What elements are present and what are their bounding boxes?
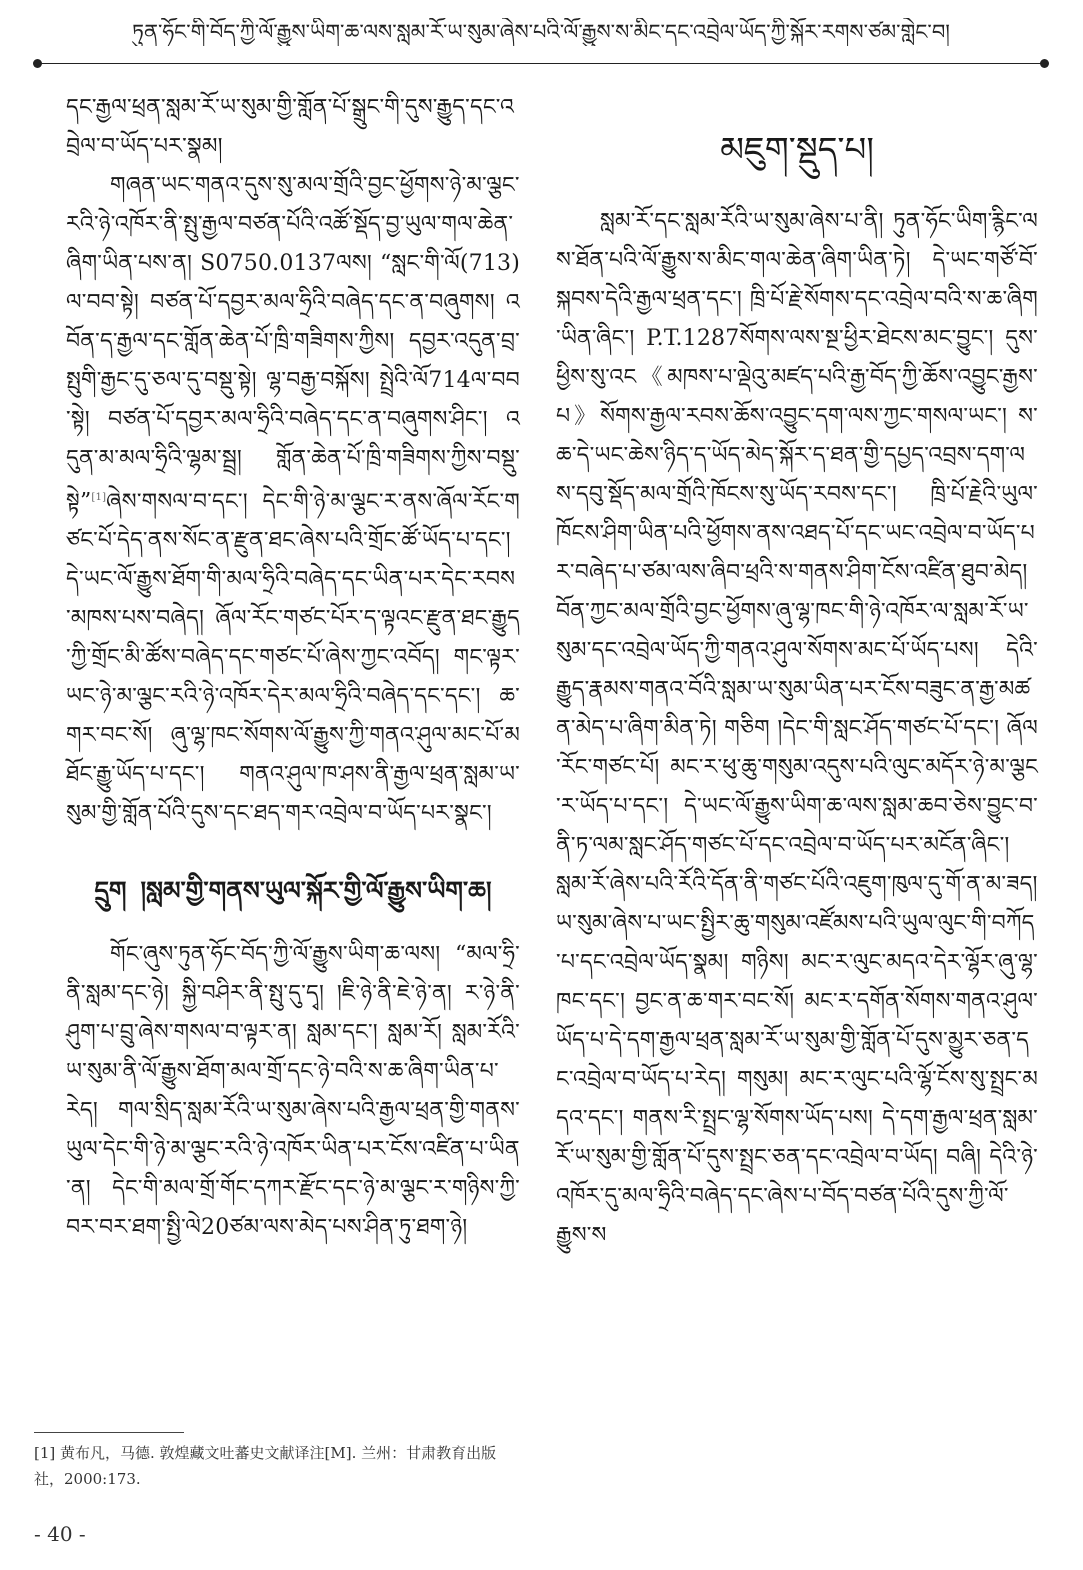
footnote-rule [34,1432,184,1433]
left-paragraph-2-b: ཞེས་གསལ་བ་དང་། དེང་གི་ཉེ་མ་ལྕང་ར་ནས་ཞོལ་རོང་གཙང་པོ་དེད་ནས་སོང་ན་རྫུན་ཐང་ཞེས་པའི་གྲོང་ཚོ་ཡོད་པ་དང་། དེ་ཡང་ལོ་རྒྱུས་ཐོག་གི་མལ་ཧྲིའི་བཞེད་དང་ཡིན་པར་དེང་རབས་མཁས་པས་བཞེད། ཞོལ་རོང་གཙང་པོར་ད་ལྟའང་རྫུན་ཐང་རྒྱུད་ཀྱི་གྲོང་མི་ཚོས་བཞེད་དང་གཙང་པོ་ཞེས་ཀྱང་འབོད། གང་ལྟར་ཡང་ཉེ་མ་ལྕང་རའི་ཉེ་འཁོར་དེར་མལ་ཧྲིའི་བཞེད་དང་དང་། ཆ་གར་བང་སོ། ཞུ་ལྷ་ཁང་སོགས་ལོ་རྒྱུས་ཀྱི་གནའ་ཤུལ་མང་པོ་མཐོང་རྒྱུ་ཡོད་པ་དང་། གནའ་ཤུལ་ཁ་ཤས་ནི་རྒྱལ་ཕྲན་སླམ་ཡ་སུམ་གྱི་གློན་པོའི་དུས་དང་ཐད་གར་འབྲེལ་བ་ཡོད་པར་སྣང་། [66,489,520,827]
header-rule [36,63,1046,64]
page-number: - 40 - [34,1522,86,1546]
right-paragraph-1: སླམ་རོ་དང་སླམ་རོའི་ཡ་སུམ་ཞེས་པ་ནི། ཏུན་ཧོང་ཡིག་རྙིང་ལས་ཐོན་པའི་ལོ་རྒྱུས་ས་མིང་གལ་ཆེན་ཞིག་ཡིན་ཏེ། དེ་ཡང་གཙོ་བོ་སྐབས་དེའི་རྒྱལ་ཕྲན་དང་། ཁྲི་པོ་རྗེ་སོགས་དང་འབྲེལ་བའི་ས་ཆ་ཞིག་ཡིན་ཞིང་། P.T.1287སོགས་ལས་སྔ་ཕྱིར་ཐེངས་མང་བྱུང་། དུས་ཕྱིས་སུ་འང《མཁས་པ་ལྡེའུ་མཛད་པའི་རྒྱ་བོད་ཀྱི་ཆོས་འབྱུང་རྒྱས་པ》སོགས་རྒྱལ་རབས་ཆོས་འབྱུང་དག་ལས་ཀྱང་གསལ་ཡང་། ས་ཆ་དེ་ཡང་ཆེས་ཉིད་ད་ཡོད་མེད་སྐོར་ད་ཐན་གྱི་དཔྱད་འབྲས་དག་ལས་དབུ་སྡོད་མལ་གྲོའི་ཁོངས་སུ་ཡོད་རབས་དང་། ཁྲི་པོ་རྗེའི་ཡུལ་ཁོངས་ཤིག་ཡིན་པའི་ཕྱོགས་ནས་འཐད་པོ་དང་ཡང་འབྲེལ་བ་ཡོད་པར་བཞེད་པ་ཙམ་ལས་ཞིབ་ཕྲའི་ས་གནས་ཤིག་ངོས་འཛིན་ཐུབ་མེད། བོན་ཀྱང་མལ་གྲོའི་བྱང་ཕྱོགས་ཞུ་ལྷ་ཁང་གི་ཉེ་འཁོར་ལ་སླམ་རོ་ཡ་སུམ་དང་འབྲེལ་ཡོད་ཀྱི་གནའ་ཤུལ་སོགས་མང་པོ་ཡོད་པས། དེའི་རྒྱུད་རྣམས་གནའ་བོའི་སླམ་ཡ་སུམ་ཡིན་པར་ངོས་བཟུང་ན་རྒྱ་མཚན་མེད་པ་ཞིག་མིན་ཏེ། གཅིག །དེང་གི་སླང་ཤོད་གཙང་པོ་དང་། ཞོལ་རོང་གཙང་པོ། མང་ར་ཕུ་ཆུ་གསུམ་འདུས་པའི་ལུང་མདོར་ཉེ་མ་ལྕང་ར་ཡོད་པ་དང་། དེ་ཡང་ལོ་རྒྱུས་ཡིག་ཆ་ལས་སླམ་ཆབ་ཅེས་བྱུང་བ་ནི་ཏ་ལམ་སླང་ཤོད་གཙང་པོ་དང་འབྲེལ་བ་ཡོད་པར་མངོན་ཞིང་། སླམ་རོ་ཞེས་པའི་རོའི་དོན་ནི་གཙང་པོའི་འཇུག་ཁུལ་དུ་གོ་ན་མ་ཟད། ཡ་སུམ་ཞེས་པ་ཡང་སྤྱིར་ཆུ་གསུམ་འཛོམས་པའི་ཡུལ་ལུང་གི་བཀོད་པ་དང་འབྲེལ་ཡོད་སྣམ། གཉིས། མང་ར་ལུང་མདའ་དེར་ལྷོར་ཞུ་ལྷ་ཁང་དང་། བྱང་ན་ཆ་གར་བང་སོ། མང་ར་དགོན་སོགས་གནའ་ཤུལ་ཡོད་པ་དེ་དག་རྒྱལ་ཕྲན་སླམ་རོ་ཡ་སུམ་གྱི་གློན་པོ་དུས་མྱུར་ཅན་དང་འབྲེལ་བ་ཡོད་པ་རེད། གསུམ། མང་ར་ལུང་པའི་ལྷོ་ངོས་སུ་སྤྲང་མདའ་དང་། གནས་རི་སྤྲང་ལྷ་སོགས་ཡོད་པས། དེ་དག་རྒྱལ་ཕྲན་སླམ་རོ་ཡ་སུམ་གྱི་གློན་པོ་དུས་སྤྲང་ཅན་དང་འབྲེལ་བ་ཡོད། བཞི། དེའི་ཉེ་འཁོར་དུ་མལ་ཧྲིའི་བཞེད་དང་ཞེས་པ་བོད་བཙན་པོའི་དུས་ཀྱི་ལོ་རྒྱུས་ས [556,209,1038,1248]
section-title: །སླམ་གྱི་གནས་ཡུལ་སྐོར་གྱི་ལོ་རྒྱུས་ཡིག་ཆ། [140,876,492,906]
running-header: ཏུན་ཧོང་གི་བོད་ཀྱི་ལོ་རྒྱུས་ཡིག་ཆ་ལས་སླམ་རོ་ཡ་སུམ་ཞེས་པའི་ལོ་རྒྱུས་ས་མིང་དང་འབྲེལ་ཡོད་ཀྱི་སྐོར་རགས་ཙམ་གླེང་བ། [132,20,950,44]
left-paragraph-2 [66,166,520,833]
left-paragraph-2-a: གཞན་ཡང་གནའ་དུས་སུ་མལ་གྲོའི་བྱང་ཕྱོགས་ཉེ་མ་ལྕང་རའི་ཉེ་འཁོར་ནི་སྤུ་རྒྱལ་བཙན་པོའི་འཚོ་སྡོད་བྱ་ཡུལ་གལ་ཆེན་ཞིག་ཡིན་པས་ན། S0750.0137ལས། “སླང་གི་ལོ(713)ལ་བབ་སྟེ། བཙན་པོ་དབྱར་མལ་ཧྲིའི་བཞེད་དང་ན་བཞུགས། འབོན་ད་རྒྱལ་དང་གློན་ཆེན་པོ་ཁྲི་གཟིགས་ཀྱིས། དབྱར་འདུན་བྲ་སྤུགི་རྒྱང་དུ་ཅལ་དུ་བསྡུ་སྟེ། ལྷ་བརྒྱ་བསྐོས། སྤྲེའི་ལོ714ལ་བབ་སྟེ། བཙན་པོ་དབྱར་མལ་ཧྲིའི་བཞེད་དང་ན་བཞུགས་ཤིང་། འདུན་མ་མལ་ཧྲིའི་ལྷམ་སྦྲ། གློན་ཆེན་པོ་ཁྲི་གཟིགས་ཀྱིས་བསྡུ་སྟེ” [66,173,520,515]
footnote: [1] 黄布凡，马德. 敦煌藏文吐蕃史文献译注[M]. 兰州：甘肃教育出版社，2000:173. [34,1444,497,1488]
header-rule-dot-left [33,59,42,68]
section-number: དྲུག [94,876,127,906]
header-rule-dot-right [1040,59,1049,68]
footnote-ref[interactable]: [1] [91,492,107,503]
section-heading [66,871,520,911]
left-column [66,88,520,1247]
right-column [556,88,1038,1255]
left-paragraph-3: གོང་ཞུས་ཏུན་ཧོང་བོད་ཀྱི་ལོ་རྒྱུས་ཡིག་ཆ་ལས། “མལ་ཧྲི་ནི་སླམ་དང་ཉེ། སྐྱི་བཤིར་ནི་སྤུ་དུ་དྭ། །ཇི་ཉེ་ནི་ཇེ་ཉེ་ན། ར་ཉེ་ནི་ཤུག་པ་བྲུ་ཞེས་གསལ་བ་ལྟར་ན། སླམ་དང་། སླམ་རོ། སླམ་རོའི་ཡ་སུམ་ནི་ལོ་རྒྱུས་ཐོག་མལ་གྲོ་དང་ཉེ་བའི་ས་ཆ་ཞིག་ཡིན་པ་རེད། གལ་སྲིད་སླམ་རོའི་ཡ་སུམ་ཞེས་པའི་རྒྱལ་ཕྲན་གྱི་གནས་ཡུལ་དེང་གི་ཉེ་མ་ལྕང་རའི་ཉེ་འཁོར་ཡིན་པར་ངོས་འཛིན་པ་ཡིན་ན། དེང་གི་མལ་གྲོ་གོང་དཀར་རྫོང་དང་ཉེ་མ་ལྕང་ར་གཉིས་ཀྱི་བར་བར་ཐག་སྤྱི་ལེ20ཙམ་ལས་མེད་པས་ཤིན་ཏུ་ཐག་ཉེ། [66,942,520,1241]
conclusion-heading: མཇུག་སྡུད་པ། [720,130,874,170]
left-paragraph-1: དང་རྒྱལ་ཕྲན་སླམ་རོ་ཡ་སུམ་གྱི་གློན་པོ་སྒྲུང་གི་དུས་རྒྱུད་དང་འབྲེལ་བ་ཡོད་པར་སྣམ། [66,95,515,159]
